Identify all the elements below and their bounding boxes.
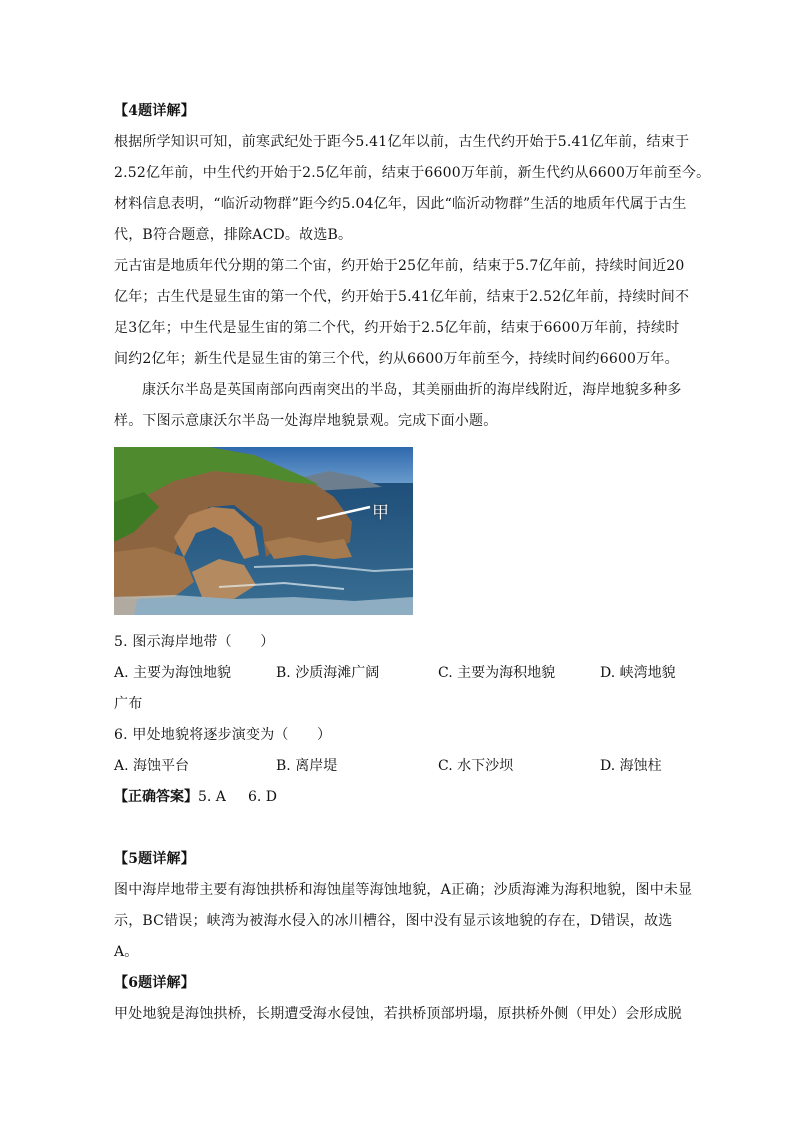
answer-6: 6. D (248, 789, 278, 805)
section5-line-2: 示，BC错误；峡湾为被海水侵入的冰川槽谷，图中没有显示该地貌的存在，D错误，故选 (114, 913, 673, 929)
section4-line-5: 元古宙是地质年代分期的第二个宙，约开始于25亿年前，结束于5.7亿年前，持续时间近20 (114, 258, 685, 274)
section4-line-3: 材料信息表明，“临沂动物群”距今约5.04亿年，因此“临沂动物群”生活的地质年代属于古生 (114, 196, 687, 212)
label-jia: 甲 (372, 503, 389, 523)
q6-option-c: C. 水下沙坝 (438, 758, 514, 774)
intro-line-1: 康沃尔半岛是英国南部向西南突出的半岛，其美丽曲折的海岸线附近，海岸地貌多种多 (142, 382, 682, 398)
q6-option-a: A. 海蚀平台 (114, 758, 190, 774)
section5-line-1: 图中海岸地带主要有海蚀拱桥和海蚀崖等海蚀地貌，A正确；沙质海滩为海积地貌，图中未显 (114, 882, 693, 898)
coastal-landform-photo (114, 447, 413, 615)
q6-option-d: D. 海蚀柱 (600, 758, 662, 774)
q5-option-d-wrap: 广布 (114, 696, 143, 712)
section4-line-1: 根据所学知识可知，前寒武纪处于距今5.41亿年以前，古生代约开始于5.41亿年前，结束于 (114, 134, 690, 150)
q5-option-a: A. 主要为海蚀地貌 (114, 665, 232, 681)
answer-5: 5. A (198, 789, 226, 805)
q5-stem: 5. 图示海岸地带（ ） (114, 634, 275, 650)
section4-line-4: 代，B符合题意，排除ACD。故选B。 (114, 227, 353, 243)
q5-option-d: D. 峡湾地貌 (600, 665, 676, 681)
section5-line-3: A。 (114, 944, 139, 960)
q6-option-b: B. 离岸堤 (276, 758, 338, 774)
q6-stem: 6. 甲处地貌将逐步演变为（ ） (114, 727, 332, 743)
section4-line-2: 2.52亿年前，中生代约开始于2.5亿年前，结束于6600万年前，新生代约从6600万年前至今。 (114, 165, 711, 181)
section6-heading: 【6题详解】 (114, 975, 195, 991)
section6-line-1: 甲处地貌是海蚀拱桥，长期遭受海水侵蚀，若拱桥顶部坍塌，原拱桥外侧（甲处）会形成脱 (114, 1006, 682, 1022)
section5-heading: 【5题详解】 (114, 851, 195, 867)
section4-line-6: 亿年；古生代是显生宙的第一个代，约开始于5.41亿年前，结束于2.52亿年前，持续时间不 (114, 289, 690, 305)
section4-line-8: 间约2亿年；新生代是显生宙的第三个代，约从6600万年前至今，持续时间约6600万年。 (114, 351, 679, 367)
q5-option-c: C. 主要为海积地貌 (438, 665, 556, 681)
section4-line-7: 足3亿年；中生代是显生宙的第二个代，约开始于2.5亿年前，结束于6600万年前，持续时 (114, 320, 680, 336)
answer-label: 【正确答案】 (114, 789, 198, 805)
section4-heading: 【4题详解】 (114, 103, 195, 119)
intro-line-2: 样。下图示意康沃尔半岛一处海岸地貌景观。完成下面小题。 (114, 413, 498, 429)
q5-option-b: B. 沙质海滩广阔 (276, 665, 380, 681)
